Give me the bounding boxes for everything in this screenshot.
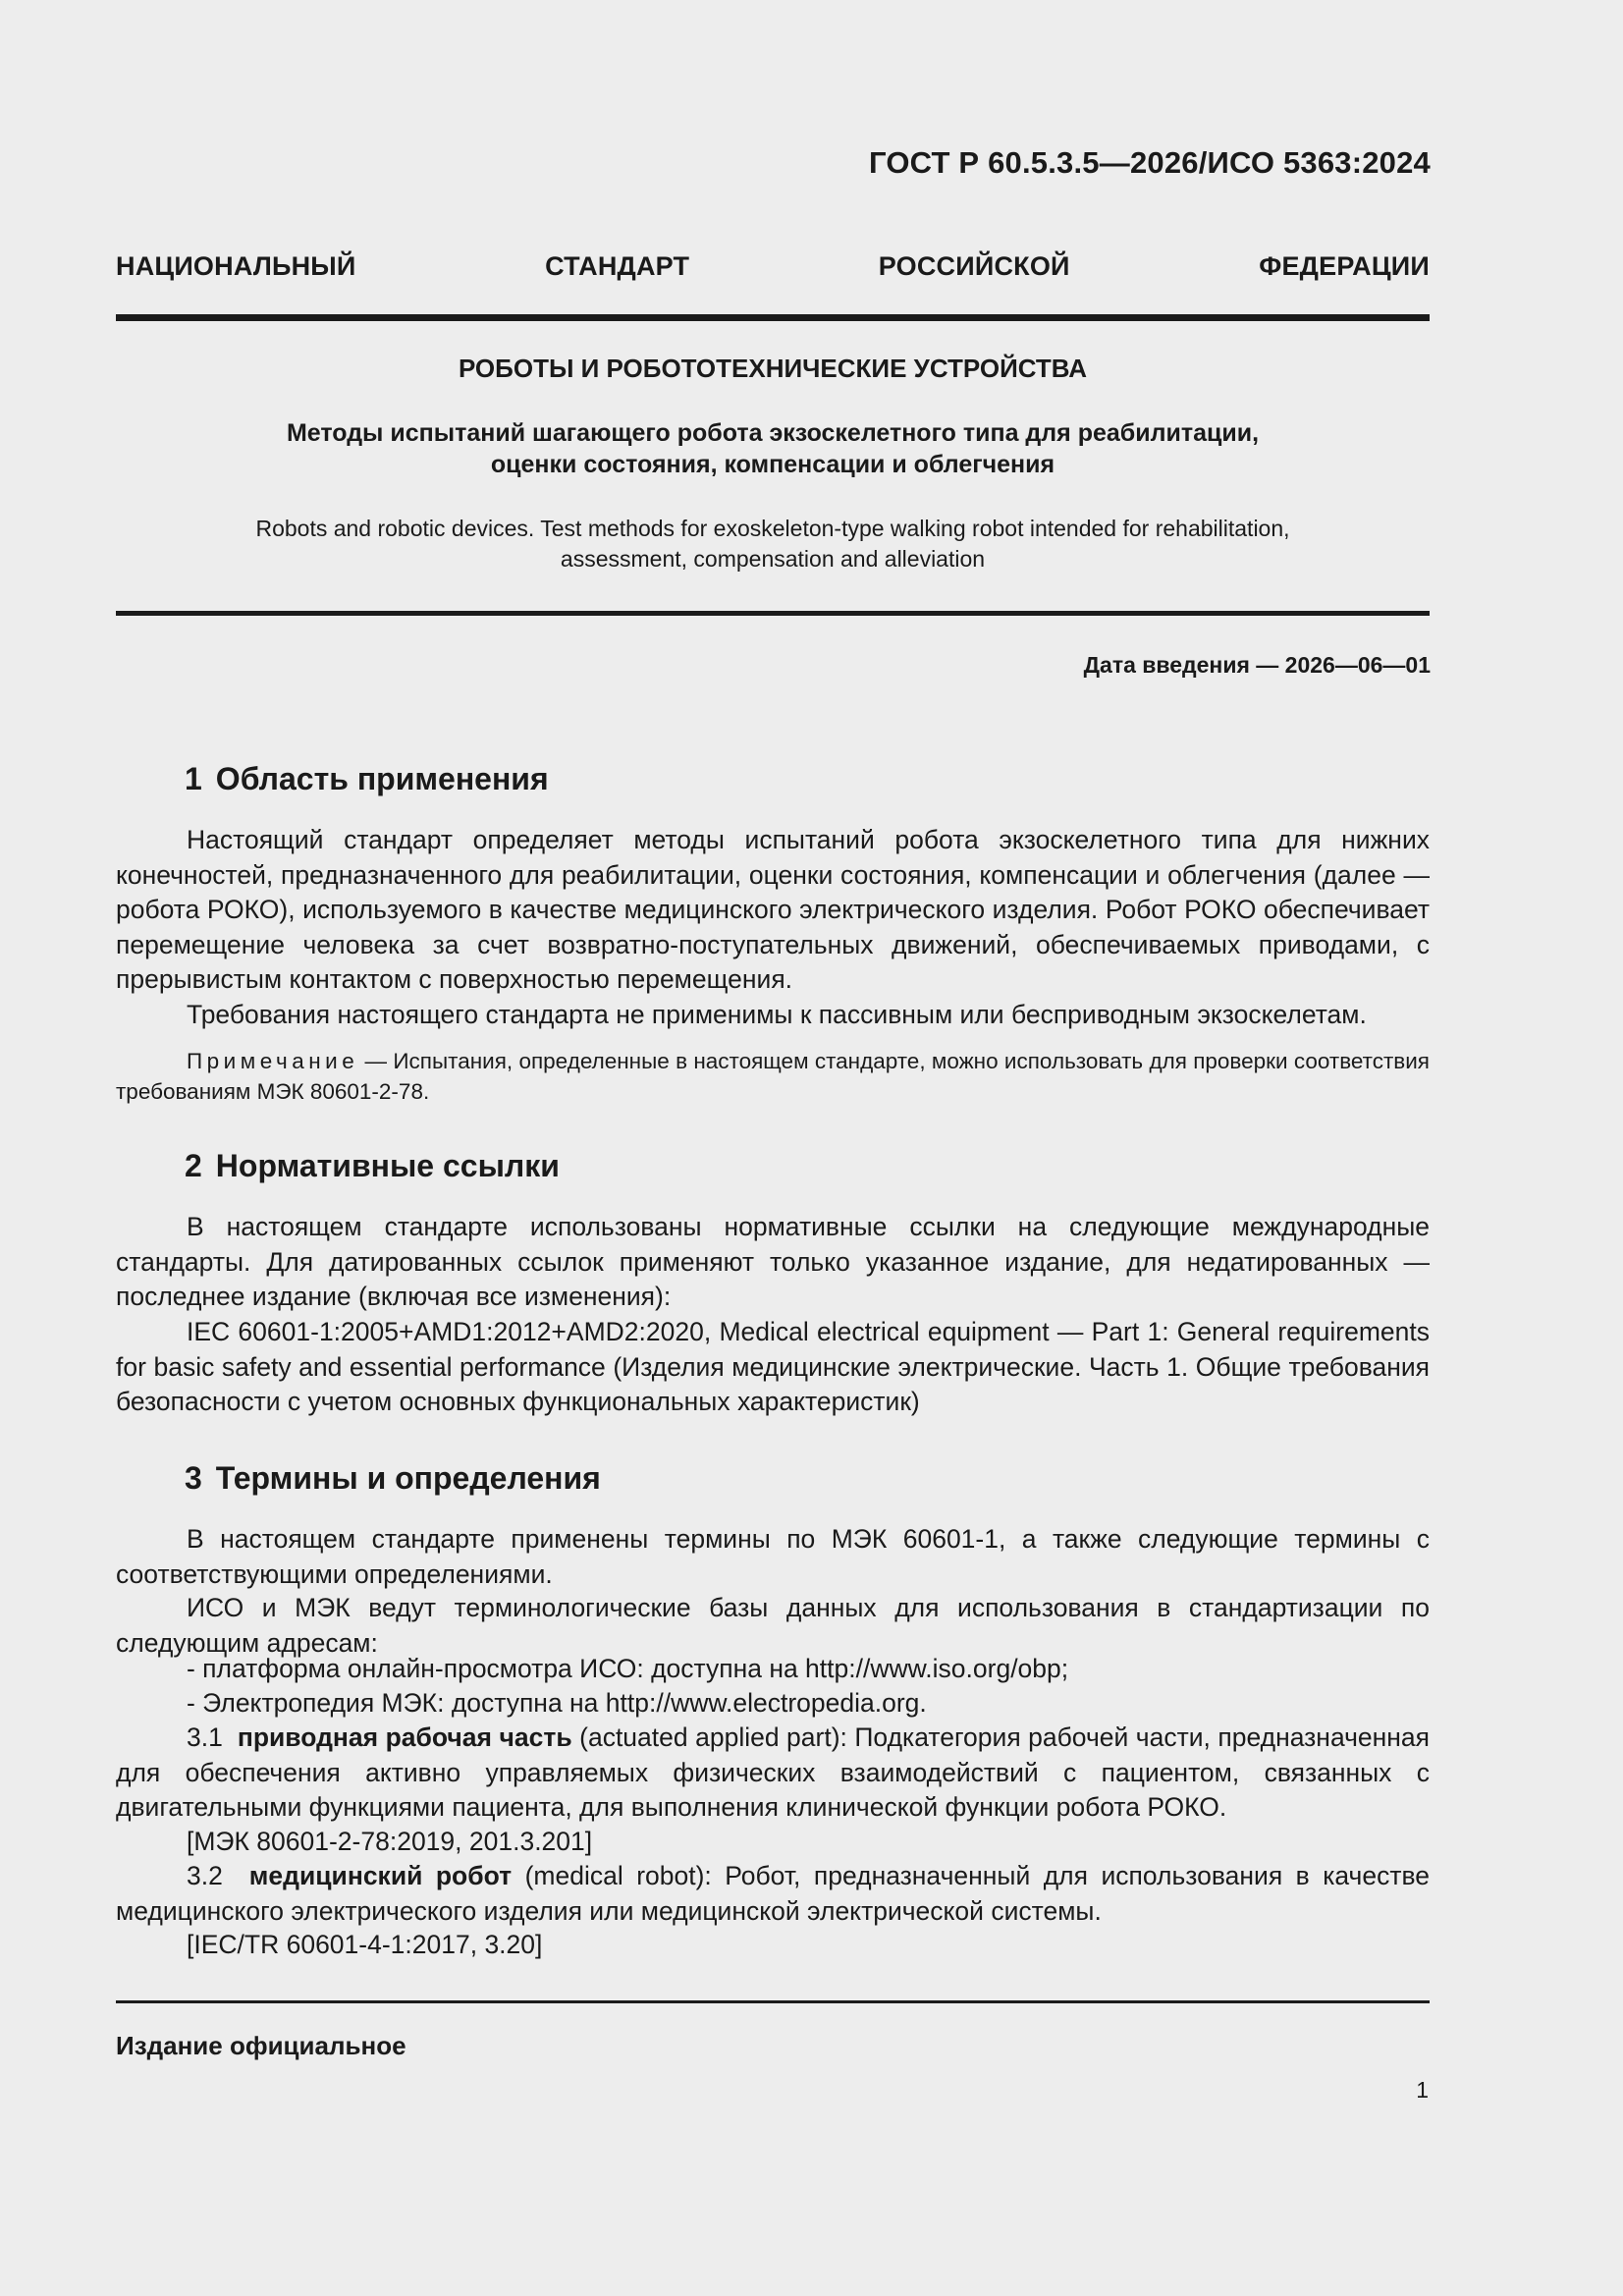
note-text: — Испытания, определенные в настоящем стандарте, можно использовать для проверки соответствия требованиям МЭК 80601-2-78. — [116, 1049, 1430, 1104]
section-number: 2 — [185, 1148, 202, 1183]
section-title: Область применения — [215, 761, 549, 796]
list-item-electropedia: - Электропедия МЭК: доступна на http://www.electropedia.org. — [187, 1688, 927, 1718]
term-name: медицинский робот — [248, 1861, 513, 1890]
footer-divider — [116, 2000, 1430, 2003]
section-1-note — [116, 1046, 1430, 1107]
section-number: 3 — [185, 1460, 202, 1496]
list-item-iso-obp: - платформа онлайн-просмотра ИСО: доступна на http://www.iso.org/obp; — [187, 1654, 1069, 1683]
subtitle-line-2: оценки состояния, компенсации и облегчения — [490, 451, 1055, 478]
section-3-paragraph-1: В настоящем стандарте применены термины по МЭК 60601-1, а также следующие термины с соответствующими определениями. — [116, 1524, 1430, 1589]
document-title: РОБОТЫ И РОБОТОТЕХНИЧЕСКИЕ УСТРОЙСТВА — [458, 354, 1088, 383]
note-label: Примечание — [187, 1049, 359, 1073]
term-number: 3.2 — [187, 1861, 223, 1890]
english-title-line-2: assessment, compensation and alleviation — [560, 546, 986, 572]
english-title — [116, 514, 1430, 574]
term-3-2 — [116, 1859, 1430, 1929]
section-3-heading — [185, 1460, 601, 1497]
section-title: Термины и определения — [215, 1460, 601, 1496]
section-3-paragraph-2: ИСО и МЭК ведут терминологические базы данных для использования в стандартизации по следующим адресам: — [116, 1593, 1430, 1658]
page-number: 1 — [1416, 2077, 1429, 2103]
term-3-1-source: [МЭК 80601-2-78:2019, 201.3.201] — [187, 1827, 593, 1856]
national-standard-banner: НАЦИОНАЛЬНЫЙ СТАНДАРТ РОССИЙСКОЙ ФЕДЕРАЦИИ — [116, 251, 1430, 281]
english-title-line-1: Robots and robotic devices. Test methods for exoskeleton-type walking robot intended for rehabilitation, — [255, 516, 1290, 541]
title-divider — [116, 611, 1430, 616]
standard-designation: ГОСТ Р 60.5.3.5—2026/ИСО 5363:2024 — [868, 145, 1431, 180]
term-number: 3.1 — [187, 1722, 223, 1752]
section-2-reference: IEC 60601-1:2005+AMD1:2012+AMD2:2020, Medical electrical equipment — Part 1: General requirements for basic safety and essential performance (Изделия медицинские электрические. Часть 1. Общие требования безопасности с учетом основных функциональных характеристик) — [116, 1317, 1430, 1416]
section-title: Нормативные ссылки — [215, 1148, 560, 1183]
introduction-date: Дата введения — 2026—06—01 — [1083, 652, 1431, 678]
official-edition-label: Издание официальное — [116, 2031, 406, 2060]
term-name: приводная рабочая часть — [237, 1722, 572, 1752]
section-1-paragraph-2: Требования настоящего стандарта не применимы к пассивным или бесприводным экзоскелетам. — [187, 1000, 1367, 1029]
section-1-paragraph-1: Настоящий стандарт определяет методы испытаний робота экзоскелетного типа для нижних конечностей, предназначенного для реабилитации, оценки состояния, компенсации и облегчения (далее — робота РОКО), используемого в качестве медицинского электрического изделия. Робот РОКО обеспечивает перемещение человека за счет возвратно-поступательных движений, обеспечиваемых приводами, с прерывистым контактом с поверхностью перемещения. — [116, 825, 1430, 994]
section-2-paragraph-1: В настоящем стандарте использованы нормативные ссылки на следующие международные стандарты. Для датированных ссылок применяют только указанное издание, для недатированных — последнее издание (включая все изменения): — [116, 1212, 1430, 1311]
term-3-1 — [116, 1721, 1430, 1826]
document-subtitle — [116, 417, 1430, 480]
section-2-heading — [185, 1148, 560, 1184]
section-number: 1 — [185, 761, 202, 796]
section-1-heading — [185, 761, 549, 797]
header-divider — [116, 314, 1430, 321]
subtitle-line-1: Методы испытаний шагающего робота экзоскелетного типа для реабилитации, — [286, 419, 1260, 447]
term-definition: (medical robot): Робот, предназначенный для использования в качестве медицинского электрического изделия или медицинской электрической системы. — [116, 1861, 1430, 1926]
term-definition: (actuated applied part): Подкатегория рабочей части, предназначенная для обеспечения активно управляемых физических взаимодействий с пациентом, связанных с двигательными функциями пациента, для выполнения клинической функции робота РОКО. — [116, 1722, 1431, 1822]
term-3-2-source: [IEC/TR 60601-4-1:2017, 3.20] — [187, 1930, 543, 1959]
